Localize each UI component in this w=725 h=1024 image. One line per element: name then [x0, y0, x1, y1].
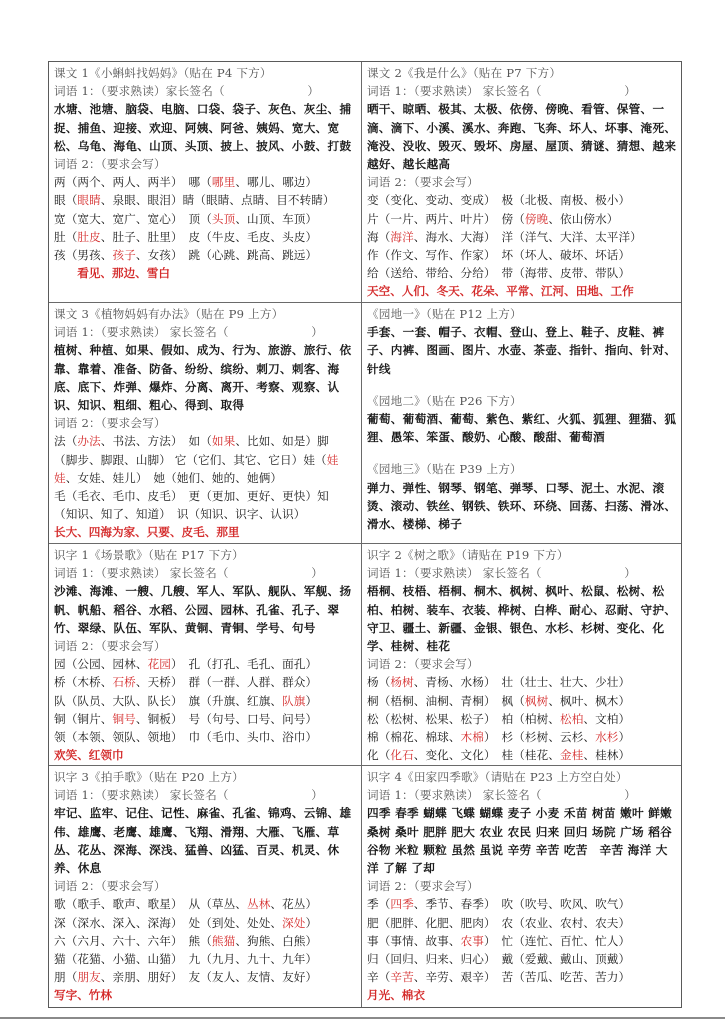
section-label-read: 词语 1：（要求熟读） 家长签名（ ） — [54, 788, 324, 803]
highlighted-word: 哪里 — [211, 175, 236, 190]
row-text: ） 孔（打孔、毛孔、面孔） — [170, 657, 318, 672]
row-text: 肚（ — [54, 229, 78, 244]
row-text: 辛（ — [367, 970, 391, 985]
lesson-title: 《园地二》（贴在 P26 下方） — [367, 393, 522, 408]
row-text: 、铜板） 号（句号、口号、问号） — [135, 711, 318, 726]
word-list: 沙滩、海滩、一艘、几艘、军人、军队、舰队、军舰、扬帆、帆船、稻谷、水稻、公园、园林、孔雀、孔子、翠竹、翠绿、队伍、军队、黄铜、青铜、学号、句号 — [54, 584, 352, 635]
write-char-row — [54, 655, 358, 673]
highlighted-word: 丛林 — [247, 897, 271, 912]
extra-words: 看见、那边、雪白 — [54, 266, 170, 281]
write-char-row — [54, 451, 358, 469]
section-label-write: 词语 2：（要求会写） — [54, 157, 166, 172]
row-text: 领（本领、领队、领地） 巾（毛巾、头巾、浴巾） — [54, 730, 318, 745]
write-char-row — [54, 228, 358, 246]
write-char-row — [54, 191, 358, 209]
word-list: 手套、一套、帽子、衣帽、登山、登上、鞋子、皮鞋、裤子、内裤、图画、图片、水壶、茶壶、指针、指向、针对、针线 — [367, 325, 677, 376]
row-text: 、季节、春季） 吹（吹号、吹风、吹气） — [413, 897, 631, 912]
row-text: 孩（男孩、 — [54, 248, 113, 263]
write-char-row — [367, 914, 678, 932]
highlighted-word: 肚皮 — [77, 229, 101, 244]
highlighted-word: 木棉 — [460, 730, 484, 745]
highlighted-word: 傍晚 — [524, 211, 549, 226]
section-label-read: 词语 1：（要求熟读） 家长签名（ ） — [367, 566, 637, 581]
word-list: 梧桐、枝梧、梧桐、桐木、枫树、枫叶、松鼠、松树、松柏、柏树、装车、衣装、桦树、白桦、耐心、忍耐、守护、守卫、疆土、新疆、金银、银色、水杉、杉树、变化、化学、桂树、桂花 — [367, 584, 677, 654]
row-text: 松（松树、松果、松子） 柏（柏树、 — [367, 711, 560, 726]
row-text: 两（两个、两人、两半） 哪（ — [54, 175, 212, 190]
lesson-title: 课文 2《我是什么》（贴在 P7 下方） — [367, 66, 562, 80]
row-text: （知识、知了、知道） 识（知识、识字、认识） — [54, 507, 306, 522]
highlighted-word: 化石 — [390, 748, 414, 763]
row-text: 季（ — [367, 897, 391, 912]
highlighted-word: 孩子 — [112, 248, 136, 263]
write-char-row — [54, 487, 358, 505]
row-text: 、亲朋、朋好） 友（友人、友情、友好） — [100, 970, 318, 985]
row-text: ） — [305, 915, 318, 930]
highlighted-word: 花园 — [147, 657, 171, 672]
row-text: 变（变化、变动、变成） 极（北极、南极、极小） — [367, 193, 631, 208]
row-text: 宽（宽大、宽广、宽心） 顶（ — [54, 211, 212, 226]
row-text: 、天桥） 群（一群、人群、群众） — [135, 675, 318, 690]
row-text: 、青杨、水杨） 壮（壮士、壮大、少壮） — [413, 675, 631, 690]
section-label-read: 词语 1：（要求熟读） 家长签名（ ） — [54, 325, 324, 340]
highlighted-word: 娃 — [326, 452, 339, 467]
write-char-row — [367, 264, 678, 282]
highlighted-word: 石桥 — [112, 675, 136, 690]
row-text: ） 杉（杉树、云杉、 — [483, 730, 596, 745]
write-char-row — [54, 692, 358, 710]
lesson-title: 识字 4《田家四季歌》（请贴在 P23 上方空白处） — [367, 770, 628, 784]
row-text: 、肚子、肚里） 皮（牛皮、毛皮、头皮） — [100, 229, 318, 244]
row-text: （脚步、脚跟、山脚） 它（它们、其它、它日）娃（ — [54, 452, 327, 467]
write-char-row — [54, 932, 358, 950]
word-list: 晒干、晾晒、极其、太极、依傍、傍晚、看管、保管、一滴、滴下、小溪、溪水、奔跑、飞奔、坏人、坏事、淹死、淹没、没收、毁灭、毁坏、房屋、屋顶、猜谜、猜想、越来越好、越长越高 — [367, 102, 677, 172]
highlighted-word: 眼睛 — [77, 193, 101, 208]
section-label-write: 词语 2：（要求会写） — [367, 879, 479, 894]
row-text: 海（ — [367, 229, 391, 244]
highlighted-word: 金桂 — [560, 748, 584, 763]
section-label-write: 词语 2：（要求会写） — [367, 175, 479, 190]
section-label-read: 词语 1：（要求熟读） 家长签名（ ） — [367, 84, 637, 99]
word-list: 牢记、监牢、记住、记性、麻雀、孔雀、锦鸡、云锦、雄伟、雄鹰、老鹰、雄鹰、飞翔、滑翔、大雁、飞雁、草丛、花丛、深海、深浅、猛兽、凶猛、百灵、机灵、休养、休息 — [54, 806, 352, 876]
row-text: 化（ — [367, 748, 391, 763]
row-text: 、女孩） 跳（心跳、跳高、跳远） — [135, 248, 318, 263]
write-char-row — [367, 210, 678, 228]
write-char-row — [54, 673, 358, 691]
lesson-cell — [362, 766, 681, 1007]
lesson-title: 《园地一》（贴在 P12 上方） — [367, 307, 522, 321]
highlighted-word: 队旗 — [282, 693, 306, 708]
word-list: 葡萄、葡萄酒、葡萄、紫色、紫红、火狐、狐狸、狸猫、狐狸、愚笨、笨蛋、酸奶、心酸、酸甜、葡萄酒 — [367, 412, 677, 445]
lesson-cell — [362, 303, 681, 544]
write-char-row — [54, 728, 358, 746]
section-label-write: 词语 2：（要求会写） — [54, 416, 166, 431]
lesson-title: 课文 3《植物妈妈有办法》（贴在 P9 上方） — [54, 307, 284, 321]
row-text: 、枫叶、枫木） — [548, 693, 631, 708]
highlighted-word: 深处 — [282, 915, 306, 930]
lesson-title: 《园地三》（贴在 P39 上方） — [367, 462, 522, 477]
highlighted-word: 朋友 — [77, 970, 101, 985]
row-text: 猫（花猫、小猫、山猫） 九（九月、九十、九年） — [54, 952, 318, 967]
row-text: 、狗熊、白熊） — [235, 933, 318, 948]
row-text: 、山顶、车顶） — [235, 211, 318, 226]
lesson-cell — [362, 544, 681, 766]
extra-words: 欢笑、红领巾 — [54, 748, 124, 763]
row-text: 铜（铜片、 — [54, 711, 113, 726]
write-char-row — [54, 505, 358, 523]
highlighted-word: 头顶 — [211, 211, 236, 226]
word-list: 植树、种植、如果、假如、成为、行为、旅游、旅行、依靠、靠着、准备、防备、纷纷、缤纷、刺刀、刺客、海底、底下、炸弹、爆炸、分离、离开、考察、观察、认识、知识、粗细、粗心、得到、取得 — [54, 343, 352, 413]
write-char-row — [367, 746, 678, 764]
row-text: 归（回归、归来、归心） 戴（爱戴、戴山、顶戴） — [367, 952, 631, 967]
row-text: ） 忙（连忙、百忙、忙人） — [483, 933, 631, 948]
extra-words: 月光、棉衣 — [367, 988, 425, 1003]
row-text: 歌（歌手、歌声、歌星） 从（草丛、 — [54, 897, 247, 912]
highlighted-word: 娃 — [54, 470, 66, 485]
section-label-write: 词语 2：（要求会写） — [367, 657, 479, 672]
write-char-row — [54, 914, 358, 932]
lesson-cell — [49, 544, 362, 766]
lesson-cell — [49, 766, 362, 1007]
vocabulary-table — [48, 61, 682, 1008]
write-char-row — [54, 710, 358, 728]
highlighted-word: 四季 — [390, 897, 414, 912]
write-char-row — [367, 692, 678, 710]
page-bottom-rule — [0, 1017, 725, 1019]
write-char-row — [54, 950, 358, 968]
highlighted-word: 办法 — [77, 434, 101, 449]
row-text: 作（作文、写作、作家） 坏（坏人、破坏、坏话） — [367, 248, 631, 263]
write-char-row — [54, 469, 358, 487]
section-label-read: 词语 1：（要求熟读） 家长签名（ ） — [367, 788, 637, 803]
extra-words: 天空、人们、冬天、花朵、平常、江河、田地、工作 — [367, 284, 634, 299]
write-char-row — [367, 246, 678, 264]
row-text: 、桂林） — [583, 748, 631, 763]
highlighted-word: 海洋 — [390, 229, 414, 244]
section-label-read: 词语 1：（要求熟读） 家长签名（ ） — [54, 566, 324, 581]
row-text: 、海水、大海） 洋（洋气、大洋、太平洋） — [413, 229, 642, 244]
row-text: 朋（ — [54, 970, 78, 985]
row-text: 片（一片、两片、叶片） 傍（ — [367, 211, 525, 226]
write-char-row — [367, 895, 678, 913]
write-char-row — [54, 895, 358, 913]
row-text: 、文柏） — [583, 711, 631, 726]
word-list: 水塘、池塘、脑袋、电脑、口袋、袋子、灰色、灰尘、捕捉、捕鱼、迎接、欢迎、阿姨、阿爸、姨妈、宽大、宽松、乌龟、海龟、山顶、头顶、披上、披风、小鼓、打鼓 — [54, 102, 352, 153]
lesson-cell — [49, 303, 362, 544]
write-char-row — [367, 673, 678, 691]
section-label-read: 词语 1：（要求熟读）家长签名（ ） — [54, 84, 320, 99]
write-char-row — [367, 728, 678, 746]
highlighted-word: 铜号 — [112, 711, 136, 726]
row-text: 杨（ — [367, 675, 391, 690]
highlighted-word: 枫树 — [524, 693, 549, 708]
extra-words: 长大、四海为家、只要、皮毛、那里 — [54, 525, 240, 540]
row-text: ） — [618, 730, 631, 745]
highlighted-word: 水杉 — [595, 730, 619, 745]
write-char-row — [54, 432, 358, 450]
lesson-cell — [49, 62, 362, 303]
row-text: 棉（棉花、棉球、 — [367, 730, 461, 745]
row-text: ） — [305, 693, 318, 708]
row-text: 肥（肥胖、化肥、肥肉） 农（农业、农村、农夫） — [367, 915, 631, 930]
row-text: 桥（木桥、 — [54, 675, 113, 690]
row-text: 眼（ — [54, 193, 78, 208]
write-char-row — [367, 191, 678, 209]
row-text: 、比如、如是）脚 — [235, 434, 329, 449]
row-text: 毛（毛衣、毛巾、皮毛） 更（更加、更好、更快）知 — [54, 489, 329, 504]
write-char-row — [367, 950, 678, 968]
lesson-title: 识字 1《场景歌》（贴在 P17 下方） — [54, 548, 244, 562]
row-text: 、女娃、娃儿） 她（她们、她的、她俩） — [65, 470, 283, 485]
write-char-row — [367, 968, 678, 986]
row-text: 、花丛） — [270, 897, 318, 912]
section-label-write: 词语 2：（要求会写） — [54, 879, 166, 894]
highlighted-word: 杨树 — [390, 675, 414, 690]
highlighted-word: 农事 — [460, 933, 484, 948]
highlighted-word: 熊猫 — [211, 933, 236, 948]
write-char-row — [367, 710, 678, 728]
row-text: 、辛劳、艰辛） 苦（苦瓜、吃苦、苦力） — [413, 970, 631, 985]
row-text: 、书法、方法） 如（ — [100, 434, 212, 449]
write-char-row — [367, 228, 678, 246]
extra-words: 写字、竹林 — [54, 988, 112, 1003]
row-text: 队（队员、大队、队长） 旗（升旗、红旗、 — [54, 693, 283, 708]
write-char-row — [54, 246, 358, 264]
word-list: 弹力、弹性、钢琴、钢笔、弹琴、口琴、泥土、水泥、滚烫、滚动、铁丝、钢铁、铁环、环绕、回荡、扫荡、滑冰、滑水、楼梯、梯子 — [367, 480, 677, 532]
highlighted-word: 如果 — [211, 434, 236, 449]
row-text: 深（深水、深入、深海） 处（到处、处处、 — [54, 915, 283, 930]
highlighted-word: 辛苦 — [390, 970, 414, 985]
highlighted-word: 松柏 — [560, 711, 584, 726]
word-list: 四季 春季 蝴蝶 飞蝶 蝴蝶 麦子 小麦 禾苗 树苗 嫩叶 鲜嫩 桑树 桑叶 肥胖 肥大 农业 农民 归来 回归 场院 广场 稻谷 谷物 米粒 颗粒 虽然 虽说 辛劳 辛苦 吃苦 辛苦 海洋 大洋 了解 了却 — [367, 806, 673, 876]
lesson-title: 识字 3《拍手歌》（贴在 P20 上方） — [54, 770, 244, 784]
lesson-cell — [362, 62, 681, 303]
row-text: 法（ — [54, 434, 78, 449]
row-text: 事（事情、故事、 — [367, 933, 461, 948]
row-text: 桐（梧桐、油桐、青桐） 枫（ — [367, 693, 525, 708]
lesson-title: 课文 1《小蝌蚪找妈妈》（贴在 P4 下方） — [54, 66, 272, 80]
write-char-row — [54, 968, 358, 986]
lesson-title: 识字 2《树之歌》（请贴在 P19 下方） — [367, 548, 569, 562]
write-char-row — [54, 210, 358, 228]
write-char-row — [367, 932, 678, 950]
row-text: 、哪儿、哪边） — [235, 175, 318, 190]
section-label-write: 词语 2：（要求会写） — [54, 639, 166, 654]
row-text: 、泉眼、眼泪）睛（眼睛、点睛、目不转睛） — [100, 193, 335, 208]
row-text: 六（六月、六十、六年） 熊（ — [54, 933, 212, 948]
row-text: 、变化、文化） 桂（桂花、 — [413, 748, 561, 763]
row-text: 、依山傍水） — [548, 211, 619, 226]
row-text: 园（公园、园林、 — [54, 657, 148, 672]
write-char-row — [54, 173, 358, 191]
row-text: 给（送给、带给、分给） 带（海带、皮带、带队） — [367, 266, 631, 281]
